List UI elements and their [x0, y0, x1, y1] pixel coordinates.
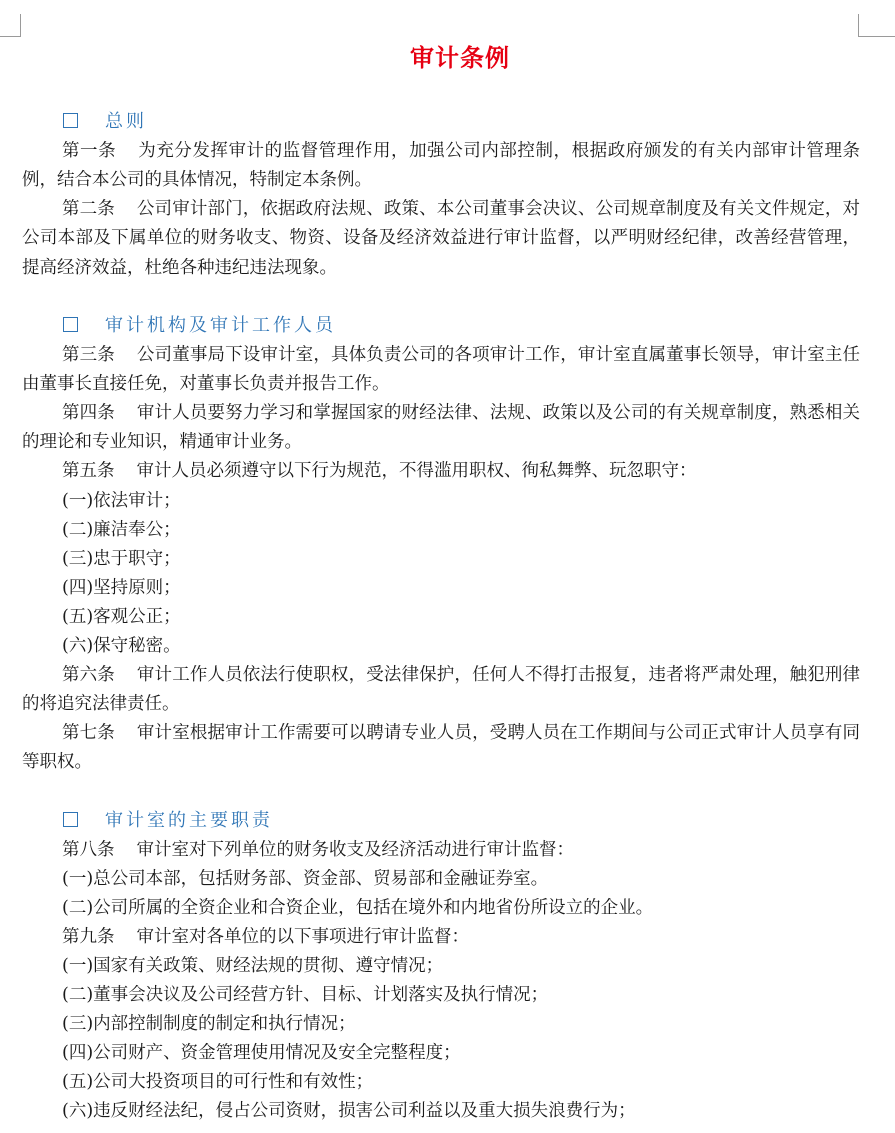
article-number: 第九条 — [62, 927, 115, 947]
article-3 — [22, 341, 860, 400]
article-4 — [22, 399, 860, 458]
article-number: 第三条 — [62, 345, 115, 365]
section-heading-general — [63, 107, 147, 133]
article-text: 审计室根据审计工作需要可以聘请专业人员，受聘人员在工作期间与公司正式审计人员享有同等职权。 — [22, 723, 861, 773]
article-9 — [22, 923, 860, 952]
article-5 — [22, 457, 860, 486]
article-text: 审计室对下列单位的财务收支及经济活动进行审计监督： — [136, 840, 574, 860]
article-number: 第六条 — [62, 665, 115, 685]
list-item: (二)公司所属的全资企业和合资企业，包括在境外和内地省份所设立的企业。 — [62, 898, 654, 918]
article-text: 为充分发挥审计的监督管理作用，加强公司内部控制，根据政府颁发的有关内部审计管理条例，结合本公司的具体情况，特制定本条例。 — [22, 141, 861, 191]
list-item: (一)总公司本部，包括财务部、资金部、贸易部和金融证券室。 — [62, 869, 549, 889]
section-heading-duties — [63, 806, 273, 832]
list-item: (一)依法审计； — [62, 491, 181, 511]
list-item: (三)内部控制制度的制定和执行情况； — [62, 1014, 356, 1034]
article-text: 公司董事局下设审计室，具体负责公司的各项审计工作，审计室直属董事长领导，审计室主任由董事长直接任免，对董事长负责并报告工作。 — [22, 345, 861, 395]
list-item: (四)公司财产、资金管理使用情况及安全完整程度； — [62, 1043, 461, 1063]
list-item: (三)忠于职守； — [62, 549, 181, 569]
article-text: 审计室对各单位的以下事项进行审计监督： — [136, 927, 469, 947]
list-item: (二)廉洁奉公； — [62, 520, 181, 540]
article-number: 第四条 — [62, 403, 115, 423]
article-text: 审计人员要努力学习和掌握国家的财经法律、法规、政策以及公司的有关规章制度，熟悉相关的理论和专业知识，精通审计业务。 — [22, 403, 861, 453]
article-text: 审计人员必须遵守以下行为规范，不得滥用职权、徇私舞弊、玩忽职守： — [136, 461, 697, 481]
article-7 — [22, 719, 860, 778]
list-item: (四)坚持原则； — [62, 578, 181, 598]
checkbox-square-icon — [63, 317, 78, 332]
article-1 — [22, 137, 860, 196]
list-item: (一)国家有关政策、财经法规的贯彻、遵守情况； — [62, 956, 444, 976]
checkbox-square-icon — [63, 812, 78, 827]
list-item: (五)客观公正； — [62, 607, 181, 627]
article-number: 第二条 — [62, 199, 115, 219]
article-6 — [22, 661, 860, 720]
list-item: (五)公司大投资项目的可行性和有效性； — [62, 1072, 374, 1092]
article-number: 第八条 — [62, 840, 115, 860]
article-2 — [22, 195, 860, 283]
article-number: 第一条 — [62, 141, 117, 161]
margin-corner-mark-right — [858, 14, 895, 37]
article-number: 第七条 — [62, 723, 115, 743]
margin-corner-mark-left — [0, 14, 21, 37]
section-heading-label: 总则 — [105, 111, 147, 132]
document-title: 审计条例 — [410, 44, 510, 72]
article-text: 公司审计部门，依据政府法规、政策、本公司董事会决议、公司规章制度及有关文件规定，对公司本部及下属单位的财务收支、物资、设备及经济效益进行审计监督，以严明财经纪律，改善经营管理，提高经济效益，杜绝各种违纪违法现象。 — [22, 199, 861, 278]
section-heading-label: 审计室的主要职责 — [105, 810, 273, 831]
section-heading-audit-staff — [63, 311, 336, 337]
article-number: 第五条 — [62, 461, 115, 481]
list-item: (六)违反财经法纪，侵占公司资财，损害公司利益以及重大损失浪费行为； — [62, 1101, 636, 1121]
article-text: 审计工作人员依法行使职权，受法律保护，任何人不得打击报复，违者将严肃处理，触犯刑律的将追究法律责任。 — [22, 665, 861, 715]
section-heading-label: 审计机构及审计工作人员 — [105, 315, 336, 336]
checkbox-square-icon — [63, 113, 78, 128]
list-item: (二)董事会决议及公司经营方针、目标、计划落实及执行情况； — [62, 985, 549, 1005]
list-item: (六)保守秘密。 — [62, 636, 181, 656]
article-8 — [22, 836, 860, 865]
